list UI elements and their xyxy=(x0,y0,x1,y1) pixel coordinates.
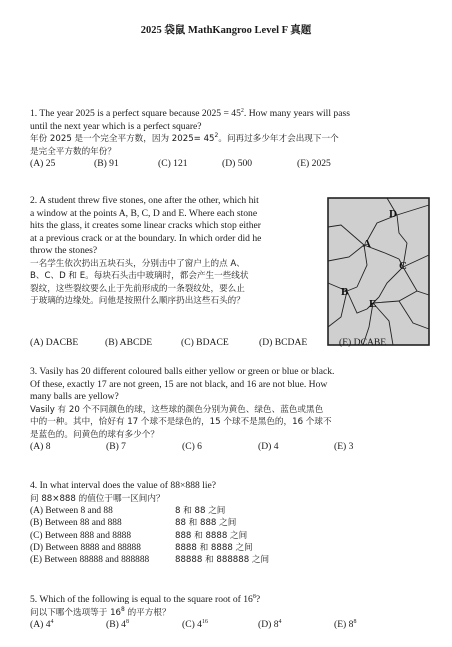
point-d-label: D xyxy=(389,208,397,220)
q4-option-a: (A) Between 8 and 88 8 和 88 之间 xyxy=(30,506,226,516)
question-3 xyxy=(30,366,425,454)
q1-option-d: (D) 500 xyxy=(222,158,253,169)
q2-options xyxy=(30,337,425,350)
point-c-label: C xyxy=(399,260,407,272)
q3-english: 3. Vasily has 20 different coloured balls either yellow or green or blue or black. Of these, exactly 17 are not green, 15 are not black, and 16 are not blue. How many balls are yellow? xyxy=(30,366,335,402)
q5-option-b: (B) $4^8$ xyxy=(106,618,129,630)
question-2 xyxy=(30,195,325,308)
q2-option-a: (A) DACBE xyxy=(30,337,79,348)
q5-chinese: 问以下哪个选项等于 $16^8$ 的平方根？ xyxy=(30,605,171,618)
q5-option-e: (E) $8^8$ xyxy=(334,618,357,630)
q2-options-block xyxy=(30,337,425,350)
q2-english: 2. A student threw five stones, one after the other, which hit a window at the points A, B, C, D and E. Where each stone hits the glass, it creates some linear cracks which stop either at a previous crack or at the boundary. In which order did he throw the stones? xyxy=(30,195,262,256)
q5-option-a: (A) $4^4$ xyxy=(30,618,54,630)
q1-english: 1. The year 2025 is a perfect square because $2025 = 45^2$. How many years will pass until the next year which is a perfect square? xyxy=(30,107,350,132)
q3-option-e: (E) 3 xyxy=(334,441,354,452)
cracked-window-figure xyxy=(327,197,430,346)
q1-chinese: 年份 2025 是一个完全平方数，因为 $2025= 45^2$。问再过多少年才会出现下一个 是完全平方数的年份？ xyxy=(30,132,339,157)
q3-option-d: (D) 4 xyxy=(258,441,279,452)
q5-english: 5. Which of the following is equal to the square root of $16^8$? xyxy=(30,593,261,605)
q4-option-e: (E) Between 88888 and 888888 88888 和 888888 之间 xyxy=(30,555,270,566)
question-4 xyxy=(30,480,425,566)
q1-options xyxy=(30,158,425,171)
q2-option-d: (D) BCDAE xyxy=(259,337,308,348)
q4-option-c: (C) Between 888 and 8888 888 和 8888 之间 xyxy=(30,530,248,541)
q4-chinese: 问 88×888 的值位于哪一区间内？ xyxy=(30,493,165,504)
question-5 xyxy=(30,594,425,632)
q3-option-c: (C) 6 xyxy=(182,441,202,452)
q3-option-b: (B) 7 xyxy=(106,441,126,452)
q2-chinese: 一名学生依次扔出五块石头，分别击中了窗户上的点 A、 B、C、D 和 E。每块石头击中玻璃时，都会产生一些线状 裂纹，这些裂纹要么止于先前形成的一条裂纹处，要么止 于玻璃的边缘处。问他是按照什么顺序扔出这些石头的？ xyxy=(30,258,249,306)
page-title: 2025 袋鼠 MathKangroo Level F 真题 xyxy=(140,25,312,36)
question-1 xyxy=(30,108,425,171)
q3-chinese: Vasily 有 20 个不同颜色的球，这些球的颜色分别为黄色、绿色、蓝色或黑色 中的一种。其中，恰好有 17 个球不是绿色的，15 个球不是黑色的，16 个球不 是蓝色的。问黄色的球有多少个？ xyxy=(30,404,332,440)
q2-option-c: (C) BDACE xyxy=(181,337,229,348)
q1-option-a: (A) 25 xyxy=(30,158,56,169)
q3-option-a: (A) 8 xyxy=(30,441,51,452)
q1-option-c: (C) 121 xyxy=(158,158,188,169)
q3-options xyxy=(30,441,425,454)
point-a-label: A xyxy=(363,238,371,250)
q5-options xyxy=(30,619,425,632)
q4-option-d: (D) Between 8888 and 88888 8888 和 8888 之间 xyxy=(30,542,253,553)
q2-option-e: (E) DCABE xyxy=(339,337,387,348)
q4-english: 4. In what interval does the value of 88×888 lie? xyxy=(30,480,217,491)
q2-option-b: (B) ABCDE xyxy=(105,337,153,348)
q5-option-d: (D) $8^4$ xyxy=(258,618,282,630)
q1-option-b: (B) 91 xyxy=(94,158,119,169)
point-e-label: E xyxy=(369,298,377,310)
q1-option-e: (E) 2025 xyxy=(297,158,331,169)
q4-option-b: (B) Between 88 and 888 88 和 888 之间 xyxy=(30,518,237,529)
point-b-label: B xyxy=(341,286,349,298)
q5-option-c: (C) $4^{16}$ xyxy=(182,618,208,630)
